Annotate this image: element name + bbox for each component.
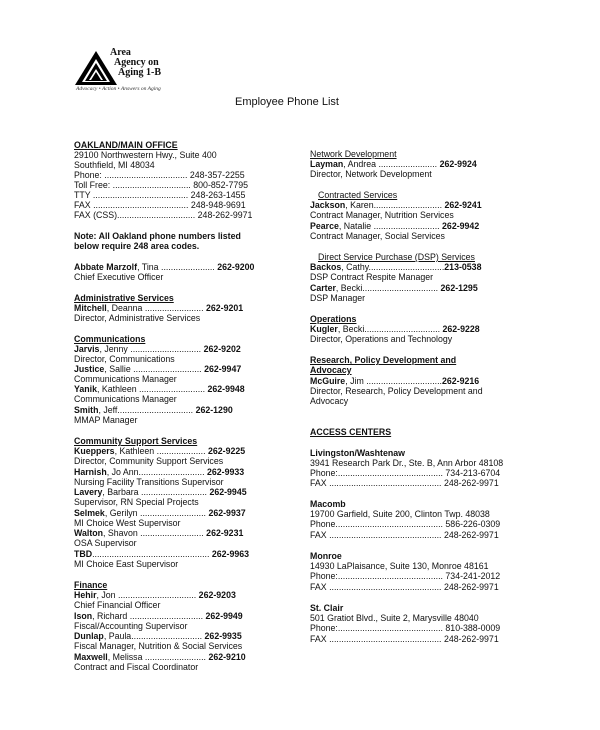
name-leader: , Becki............................... [337,324,443,334]
line-text: Communications [74,334,146,344]
line-text: 29100 Northwestern Hwy., Suite 400 [74,150,217,160]
left-line [74,262,254,272]
phone-extension: 262-9216 [441,376,480,386]
left-line [74,140,178,150]
line-text: Director, Operations and Technology [310,334,453,344]
left-line [74,231,241,241]
right-line [310,355,456,365]
left-line [74,334,145,344]
line-text: Contracted Services [318,190,398,200]
line-text: TTY ....................................... 248-263-1455 [74,190,246,200]
phone-extension: 262-9201 [206,303,244,313]
name-leader: , Kathleen ........................... [96,384,208,394]
phone-extension: 262-9949 [205,611,243,621]
employee-name: Carter [310,283,336,293]
line-text: Monroe [310,551,342,561]
line-text: Phone:........................................... 734-213-6704 [310,468,501,478]
left-line [74,160,155,170]
left-line [74,652,246,662]
line-text: Contract and Fiscal Coordinator [74,662,199,672]
line-text: FAX .............................................. 248-262-9971 [310,530,499,540]
name-leader: , Kathleen .................... [114,446,208,456]
line-text: Director, Network Development [310,169,432,179]
right-line [310,561,489,571]
line-text: Director, Research, Policy Development and [310,386,483,396]
line-text: Director, Community Support Services [74,456,224,466]
employee-name: Justice [74,364,105,374]
phone-extension: 262-9933 [207,467,245,477]
employee-name: Selmek [74,508,105,518]
line-text: Direct Service Purchase (DSP) Services [318,252,475,262]
agency-logo [74,44,204,100]
right-line [310,478,499,488]
left-line [74,477,224,487]
line-text: FAX .............................................. 248-262-9971 [310,582,499,592]
left-line [74,641,242,651]
line-text: MI Choice East Supervisor [74,559,179,569]
right-line [310,499,346,509]
line-text: Contract Manager, Nutrition Services [310,210,454,220]
left-line [74,405,233,415]
right-line [310,365,352,375]
right-line [310,396,348,406]
employee-name: Kueppers [74,446,115,456]
line-text: FAX .............................................. 248-262-9971 [310,634,499,644]
left-line [74,210,252,220]
line-text: Nursing Facility Transitions Supervisor [74,477,224,487]
right-line [310,159,477,169]
employee-name: Jarvis [74,344,100,354]
right-line [310,262,481,272]
phone-extension: 262-9963 [211,549,250,559]
right-line [310,519,500,529]
name-leader: , Gerilyn ........................... [104,508,209,518]
phone-extension: 262-9203 [198,590,236,600]
right-line [310,231,445,241]
right-line [318,252,475,262]
name-leader: , Jo Ann........................... [106,467,207,477]
right-line [310,334,452,344]
phone-extension: 213-0538 [444,262,482,272]
employee-name: Smith [74,405,99,415]
phone-extension: 262-9202 [203,344,241,354]
employee-name: Maxwell [74,652,108,662]
left-line [74,631,242,641]
line-text: OSA Supervisor [74,538,137,548]
line-text: FAX .............................................. 248-262-9971 [310,478,499,488]
phone-extension: 262-9924 [439,159,477,169]
line-text: Chief Financial Officer [74,600,161,610]
line-text: Phone: .................................. 248-357-2255 [74,170,245,180]
name-leader: , Melissa ......................... [107,652,209,662]
left-line [74,528,243,538]
line-text: Macomb [310,499,346,509]
employee-name: Walton [74,528,103,538]
name-leader: , Andrea ........................ [343,159,440,169]
right-line [310,571,500,581]
right-line [310,613,479,623]
line-text: 14930 LaPlaisance, Suite 130, Monroe 48161 [310,561,489,571]
left-line [74,293,174,303]
page-title: Employee Phone List [235,96,339,108]
name-leader: , Sallie ............................ [104,364,205,374]
left-line [74,487,247,497]
right-line [310,386,483,396]
right-line [310,468,500,478]
right-line [310,210,454,220]
line-text: OAKLAND/MAIN OFFICE [74,140,178,150]
name-leader: , Jon ................................ [96,590,199,600]
right-line [310,551,342,561]
line-text: Fiscal Manager, Nutrition & Social Services [74,641,243,651]
name-leader: , Jim ............................... [345,376,442,386]
phone-extension: 262-9948 [207,384,245,394]
line-text: Southfield, MI 48034 [74,160,155,170]
name-leader: ................................................ [92,549,212,559]
phone-extension: 262-9942 [442,221,480,231]
employee-name: Layman [310,159,344,169]
right-line [310,314,356,324]
left-line [74,446,245,456]
left-line [74,621,187,631]
employee-name: Hehir [74,590,97,600]
left-line [74,150,217,160]
name-leader: , Natalie ........................... [338,221,443,231]
line-text: Communications Manager [74,374,177,384]
left-line [74,538,137,548]
logo-line-2: Agency on [114,57,159,68]
left-line [74,170,245,180]
right-line [310,324,480,334]
line-text: ACCESS CENTERS [310,427,392,437]
right-line [310,149,397,159]
name-leader: , Barbara ........................... [102,487,210,497]
line-text: Network Development [310,149,397,159]
phone-extension: 262-9210 [208,652,246,662]
right-line [310,283,478,293]
line-text: Supervisor, RN Special Projects [74,497,199,507]
line-text: Director, Communications [74,354,175,364]
right-line [310,169,432,179]
line-text: MMAP Manager [74,415,138,425]
employee-name: Mitchell [74,303,107,313]
left-line [74,415,137,425]
line-text: Advocacy [310,365,352,375]
employee-name: Abbate Marzolf [74,262,138,272]
name-leader: , Becki............................... [335,283,441,293]
line-text: St. Clair [310,603,344,613]
line-text: below require 248 area codes. [74,241,200,251]
line-text: Advocacy [310,396,349,406]
right-line [310,272,433,282]
line-text: Toll Free: ................................ 800-852-7795 [74,180,249,190]
name-leader: , Shavon .......................... [103,528,207,538]
right-line [310,221,479,231]
phone-extension: 262-9225 [207,446,246,456]
left-line [74,497,199,507]
right-line [310,427,391,437]
left-line [74,559,178,569]
name-leader: , Jenny ............................. [99,344,204,354]
line-text: Fiscal/Accounting Supervisor [74,621,188,631]
left-line [74,313,200,323]
employee-name: Harnish [74,467,107,477]
employee-name: Kugler [310,324,338,334]
employee-name: Pearce [310,221,339,231]
right-line [310,293,365,303]
right-line [310,530,499,540]
line-text: DSP Contract Respite Manager [310,272,434,282]
line-text: Phone:........................................... 810-388-0009 [310,623,501,633]
phone-extension: 262-9947 [204,364,242,374]
name-leader: , Cathy............................... [341,262,445,272]
line-text: Livingston/Washtenaw [310,448,405,458]
line-text: Phone............................................ 586-226-0309 [310,519,501,529]
left-line [74,344,241,354]
left-line [74,611,243,621]
left-line [74,384,245,394]
line-text: Community Support Services [74,436,198,446]
left-line [74,364,241,374]
phone-extension: 262-9228 [442,324,480,334]
line-text: FAX ....................................... 248-948-9691 [74,200,246,210]
line-text: Director, Administrative Services [74,313,201,323]
right-line [310,634,499,644]
left-line [74,580,107,590]
employee-name: Ison [74,611,93,621]
right-line [310,458,503,468]
phone-extension: 262-1290 [195,405,233,415]
line-text: DSP Manager [310,293,366,303]
left-line [74,303,243,313]
name-leader: , Jeff............................... [98,405,196,415]
left-line [74,549,249,559]
phone-extension: 262-9945 [209,487,247,497]
line-text: MI Choice West Supervisor [74,518,181,528]
line-text: Phone:........................................... 734-241-2012 [310,571,501,581]
left-line [74,394,177,404]
line-text: Communications Manager [74,394,177,404]
name-leader: , Tina ...................... [137,262,218,272]
employee-name: Dunlap [74,631,104,641]
name-leader: , Deanna ........................ [106,303,206,313]
left-line [74,190,245,200]
left-line [74,354,175,364]
left-line [74,436,197,446]
employee-name: Backos [310,262,342,272]
left-line [74,241,199,251]
right-line [310,582,499,592]
left-line [74,518,180,528]
phone-extension: 262-9200 [217,262,255,272]
name-leader: , Paula............................. [103,631,205,641]
right-line [310,509,490,519]
line-text: 3941 Research Park Dr., Ste. B, Ann Arbor 48108 [310,458,504,468]
line-text: Operations [310,314,357,324]
right-line [310,376,479,386]
line-text: Contract Manager, Social Services [310,231,445,241]
line-text: Administrative Services [74,293,174,303]
line-text: 501 Gratiot Blvd., Suite 2, Marysville 48040 [310,613,479,623]
left-line [74,590,236,600]
left-line [74,374,177,384]
line-text: FAX (CSS)................................ 248-262-9971 [74,210,253,220]
logo-line-3: Aging 1-B [118,67,162,78]
employee-name: Lavery [74,487,103,497]
right-line [310,603,343,613]
right-line [310,448,405,458]
name-leader: , Richard .............................. [92,611,206,621]
logo-tagline: Advocacy • Action • Answers on Aging [76,86,161,92]
right-line [310,623,500,633]
employee-name: Yanik [74,384,97,394]
phone-extension: 262-9231 [206,528,244,538]
left-line [74,272,163,282]
line-text: Finance [74,580,108,590]
right-line [310,200,482,210]
left-line [74,662,198,672]
phone-extension: 262-9935 [204,631,242,641]
line-text: Research, Policy Development and [310,355,457,365]
left-line [74,467,244,477]
phone-extension: 262-9241 [444,200,482,210]
left-line [74,508,246,518]
left-line [74,456,223,466]
line-text: Chief Executive Officer [74,272,164,282]
line-text: 19700 Garfield, Suite 200, Clinton Twp. 48038 [310,509,490,519]
name-leader: , Karen............................ [345,200,445,210]
phone-extension: 262-9937 [208,508,246,518]
logo-line-1: Area [110,47,131,58]
left-line [74,600,160,610]
left-line [74,180,248,190]
left-line [74,200,246,210]
employee-name: McGuire [310,376,346,386]
phone-extension: 262-1295 [440,283,478,293]
line-text: Note: All Oakland phone numbers listed [74,231,241,241]
right-line [318,190,397,200]
employee-name: TBD [74,549,93,559]
employee-name: Jackson [310,200,346,210]
